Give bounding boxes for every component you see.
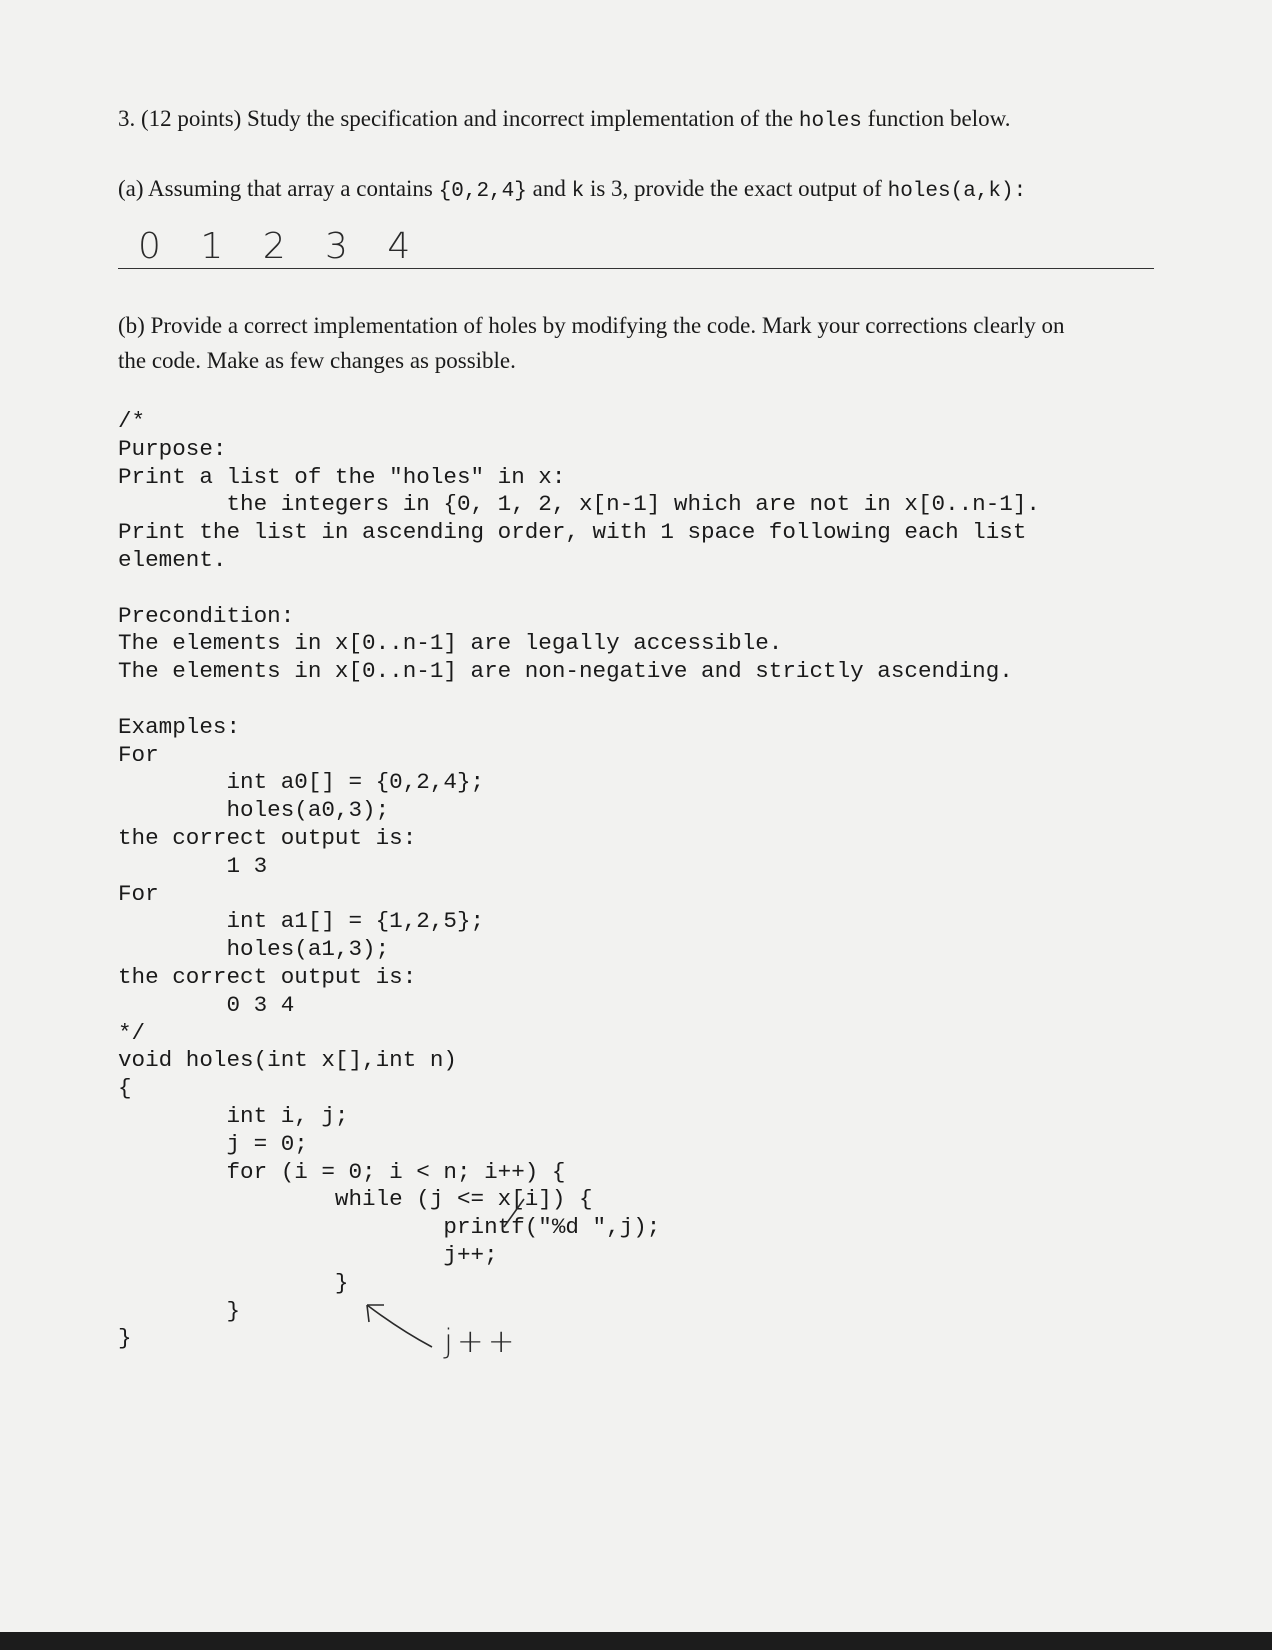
code-line: the integers in {0, 1, 2, x[n-1] which are not in x[0..n-1].	[118, 491, 1040, 518]
code-line: 0 3 4	[118, 991, 295, 1018]
code-line: j = 0;	[118, 1130, 308, 1157]
code-line: 1 3	[118, 852, 268, 879]
code-line: int a1[] = {1,2,5};	[118, 908, 485, 935]
code-line: int i, j;	[118, 1102, 349, 1129]
code-line: void holes(int x[],int n)	[118, 1047, 457, 1074]
code-line: }	[118, 1269, 349, 1296]
code-line: Examples:	[118, 713, 241, 740]
strike-mark	[504, 1199, 524, 1227]
code-line: holes(a0,3);	[118, 797, 390, 824]
code-line: For	[118, 880, 159, 907]
code-line: printf("%d ",j);	[118, 1214, 661, 1241]
code-line: while (j <= x[i]) {	[118, 1186, 593, 1213]
code-line: }	[118, 1297, 241, 1324]
question-header-text: 3. (12 points) Study the specification and incorrect implementation of the	[118, 106, 799, 131]
part-a-k-code: k	[571, 180, 585, 203]
code-line: */	[118, 1019, 146, 1046]
code-line: Print a list of the "holes" in x:	[118, 463, 566, 490]
code-line: /*	[118, 408, 146, 434]
code-line: Print the list in ascending order, with 1 space following each list	[118, 519, 1027, 546]
part-b-prompt-line-1: (b) Provide a correct implementation of holes by modifying the code. Mark your corrections clearly on	[118, 313, 1065, 338]
code-line: }	[118, 1325, 132, 1352]
handwritten-insert-note: j++	[444, 1322, 519, 1360]
code-line: Precondition:	[118, 602, 295, 629]
code-line: The elements in x[0..n-1] are legally accessible.	[118, 630, 783, 657]
part-a-array-code: {0,2,4}	[438, 180, 527, 203]
code-line: The elements in x[0..n-1] are non-negative and strictly ascending.	[118, 658, 1013, 685]
part-b-prompt-line-2: the code. Make as few changes as possible.	[118, 348, 516, 373]
scan-edge	[0, 1632, 1272, 1650]
code-line: Purpose:	[118, 435, 227, 462]
question-header-end: function below.	[861, 106, 1011, 131]
part-a-text-1: (a) Assuming that array a contains	[118, 176, 439, 201]
code-line: j++;	[118, 1241, 498, 1268]
part-a-call-code: holes(a,k):	[887, 180, 1027, 203]
code-line: int a0[] = {0,2,4};	[118, 769, 485, 796]
code-line: For	[118, 741, 159, 768]
code-line: {	[118, 1075, 132, 1102]
part-a-text-2: and	[526, 176, 572, 201]
code-line: for (i = 0; i < n; i++) {	[118, 1158, 566, 1185]
insert-arrow-icon	[367, 1305, 432, 1347]
code-line: holes(a1,3);	[118, 936, 390, 963]
function-name-code: holes	[798, 110, 862, 133]
handwritten-answer-a: 0 1 2 3 4	[138, 226, 425, 267]
code-line: element.	[118, 546, 227, 573]
code-line: the correct output is:	[118, 824, 417, 851]
code-line: the correct output is:	[118, 963, 417, 990]
part-a-text-3: is 3, provide the exact output of	[584, 176, 888, 201]
